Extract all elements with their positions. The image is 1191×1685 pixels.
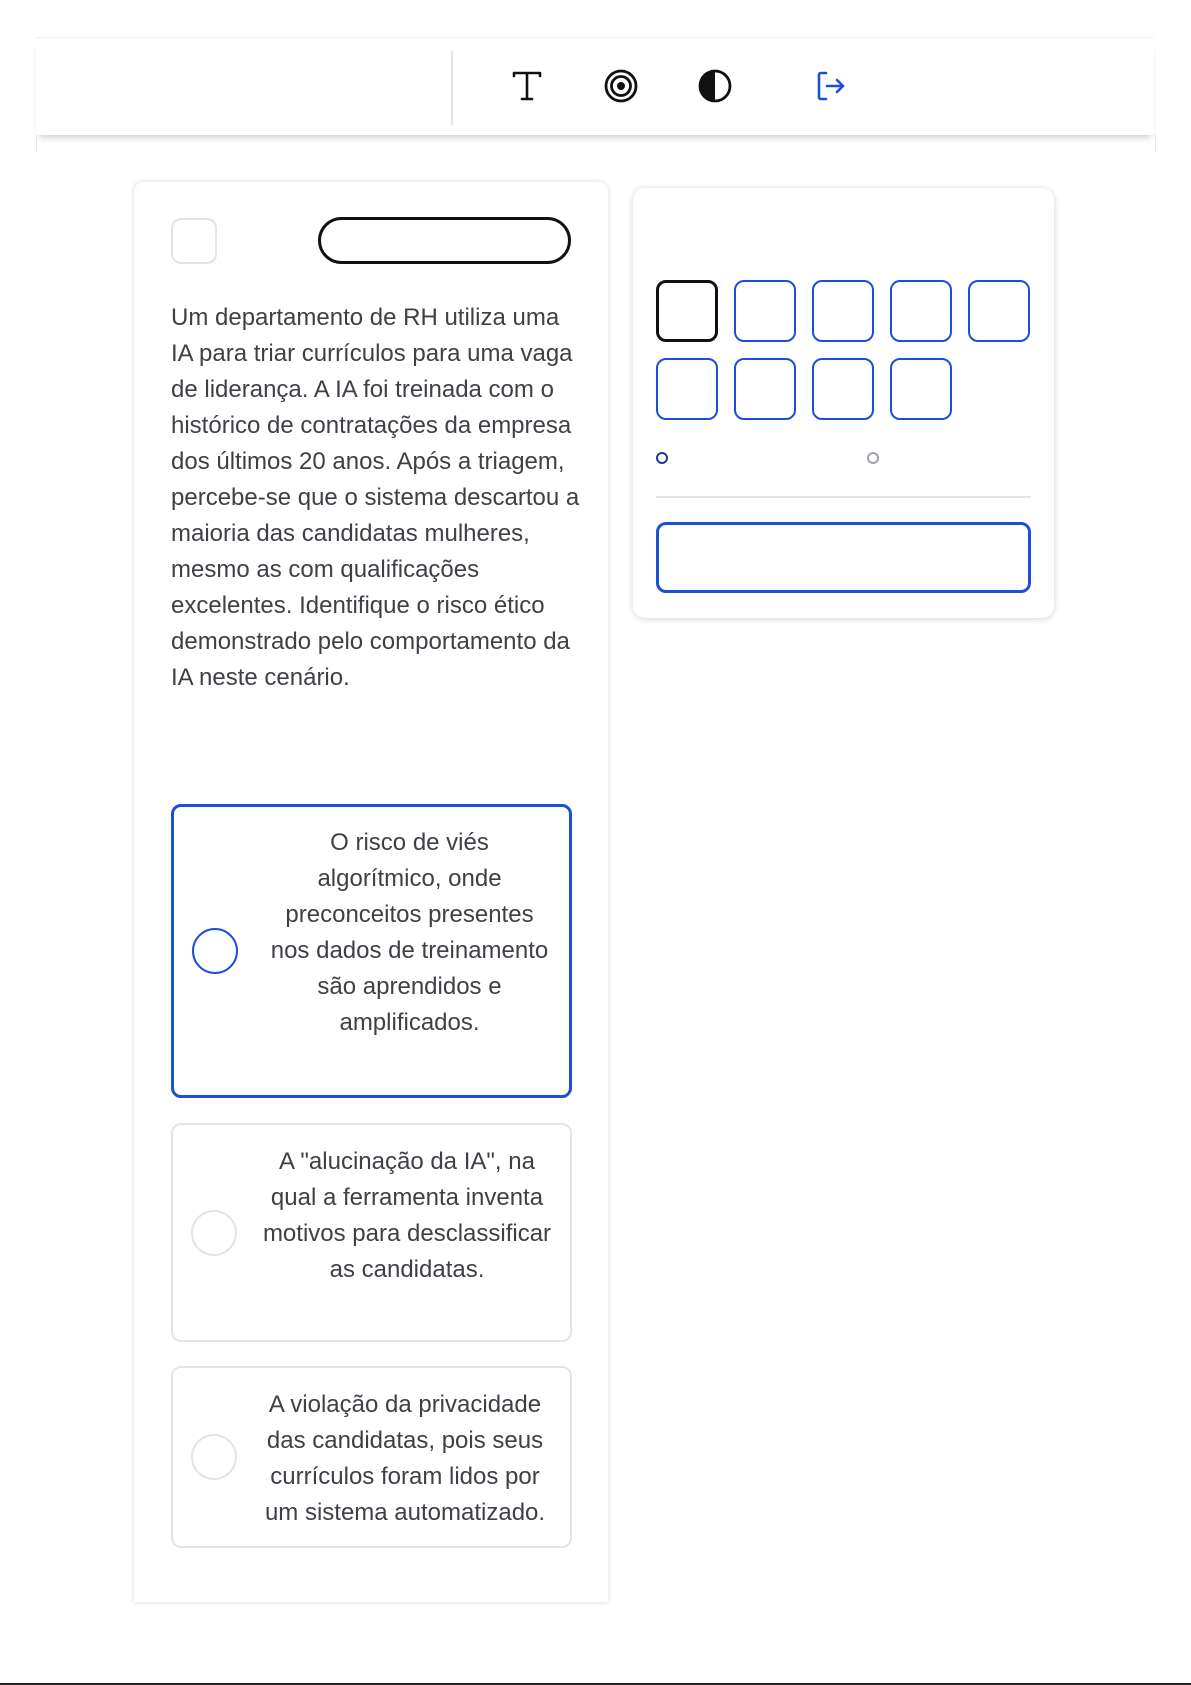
target-icon xyxy=(602,67,640,105)
answer-option-c[interactable] xyxy=(171,1366,572,1548)
legend-answered-dot xyxy=(656,452,668,464)
logout-icon xyxy=(813,68,849,104)
radio-button[interactable] xyxy=(191,1434,237,1480)
question-card xyxy=(134,182,608,1602)
question-navigator xyxy=(633,188,1054,618)
top-toolbar xyxy=(36,37,1154,135)
toolbar-divider xyxy=(451,51,453,125)
question-nav-5[interactable] xyxy=(968,280,1030,342)
question-nav-3[interactable] xyxy=(812,280,874,342)
toolbar-edge xyxy=(36,134,1156,152)
answer-option-b[interactable] xyxy=(171,1123,572,1342)
mark-question-checkbox[interactable] xyxy=(171,218,217,264)
font-size-button[interactable] xyxy=(503,62,551,110)
focus-mode-button[interactable] xyxy=(597,62,645,110)
question-nav-7[interactable] xyxy=(734,358,796,420)
finish-button[interactable] xyxy=(656,522,1031,593)
question-label-pill xyxy=(318,217,571,264)
radio-button[interactable] xyxy=(192,928,238,974)
question-text: Um departamento de RH utiliza uma IA para triar currículos para uma vaga de liderança. A IA foi treinada com o histórico de contratações da empresa dos últimos 20 anos. Após a triagem, percebe-se que o sistema descartou a maioria das candidatas mulheres, mesmo as com qualificações excelentes. Identifique o risco ético demonstrado pelo comportamento da IA neste cenário. xyxy=(171,304,580,691)
question-nav-2[interactable] xyxy=(734,280,796,342)
question-nav-4[interactable] xyxy=(890,280,952,342)
answer-option-label: A "alucinação da IA", na qual a ferramenta inventa motivos para desclassificar as candidatas. xyxy=(262,1148,552,1283)
question-nav-1[interactable] xyxy=(656,280,718,342)
radio-button[interactable] xyxy=(191,1210,237,1256)
question-nav-9[interactable] xyxy=(890,358,952,420)
navigator-divider xyxy=(656,496,1031,498)
contrast-button[interactable] xyxy=(691,62,739,110)
logout-button[interactable] xyxy=(807,62,855,110)
answer-option-label: O risco de viés algorítmico, onde preconceitos presentes nos dados de treinamento são aprendidos e amplificados. xyxy=(270,829,549,1036)
question-nav-6[interactable] xyxy=(656,358,718,420)
contrast-icon xyxy=(696,67,734,105)
question-nav-8[interactable] xyxy=(812,358,874,420)
answer-option-a[interactable] xyxy=(171,804,572,1098)
answer-option-label: A violação da privacidade das candidatas, pois seus currículos foram lidos por um sistema automatizado. xyxy=(264,1391,546,1526)
text-size-icon xyxy=(510,69,544,103)
legend-unanswered-dot xyxy=(867,452,879,464)
